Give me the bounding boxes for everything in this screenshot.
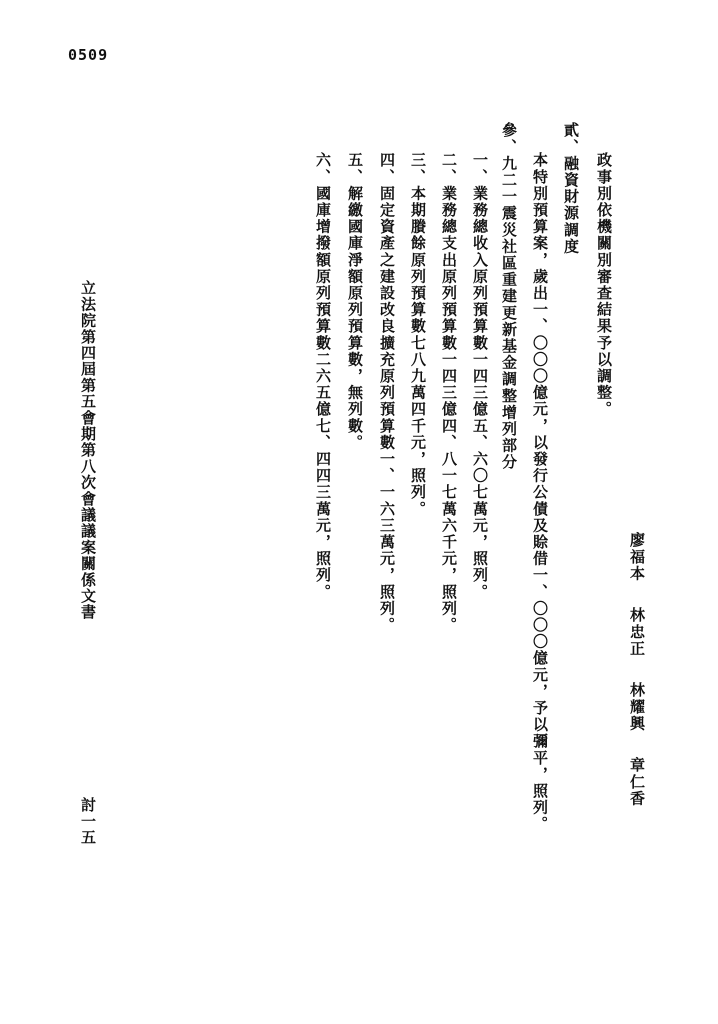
list-item: 三、本期賸餘原列預算數七八九萬四千元，照列。 [409, 152, 427, 518]
proposer-name: 廖福本 [628, 532, 646, 582]
list-item: 四、固定資產之建設改良擴充原列預算數一、一六三萬元，照列。 [378, 152, 396, 634]
body-line: 政事別依機關別審查結果予以調整。 [595, 152, 613, 418]
list-item: 五、解繳國庫淨額原列預算數，無列數。 [346, 152, 364, 451]
proposers [622, 532, 644, 807]
list-item: 一、業務總收入原列預算數一四三億五、六〇七萬元，照列。 [471, 152, 489, 601]
publication-title: 立法院第四屆第五會期第八次會議議案關係文書 [79, 280, 97, 621]
proposer-name: 林耀興 [628, 682, 646, 732]
proposer-name: 林忠正 [628, 607, 646, 657]
section-heading: 貳、融資財源調度 [562, 122, 580, 255]
body-line: 本特別預算案，歲出一、〇〇〇億元，以發行公債及賒借一、〇〇〇億元，予以彌平，照列。 [531, 152, 549, 833]
section-heading: 參、九二一震災社區重建更新基金調整增列部分 [500, 122, 518, 471]
list-item: 二、業務總支出原列預算數一四三億四、八一七萬六千元，照列。 [440, 152, 458, 634]
list-item: 六、國庫增撥額原列預算數二六五億七、四四三萬元，照列。 [314, 152, 332, 601]
footer-page-label: 討一五 [79, 797, 97, 846]
proposer-names [629, 532, 644, 807]
page-number: 0509 [68, 46, 109, 64]
proposer-name: 章仁香 [628, 757, 646, 807]
